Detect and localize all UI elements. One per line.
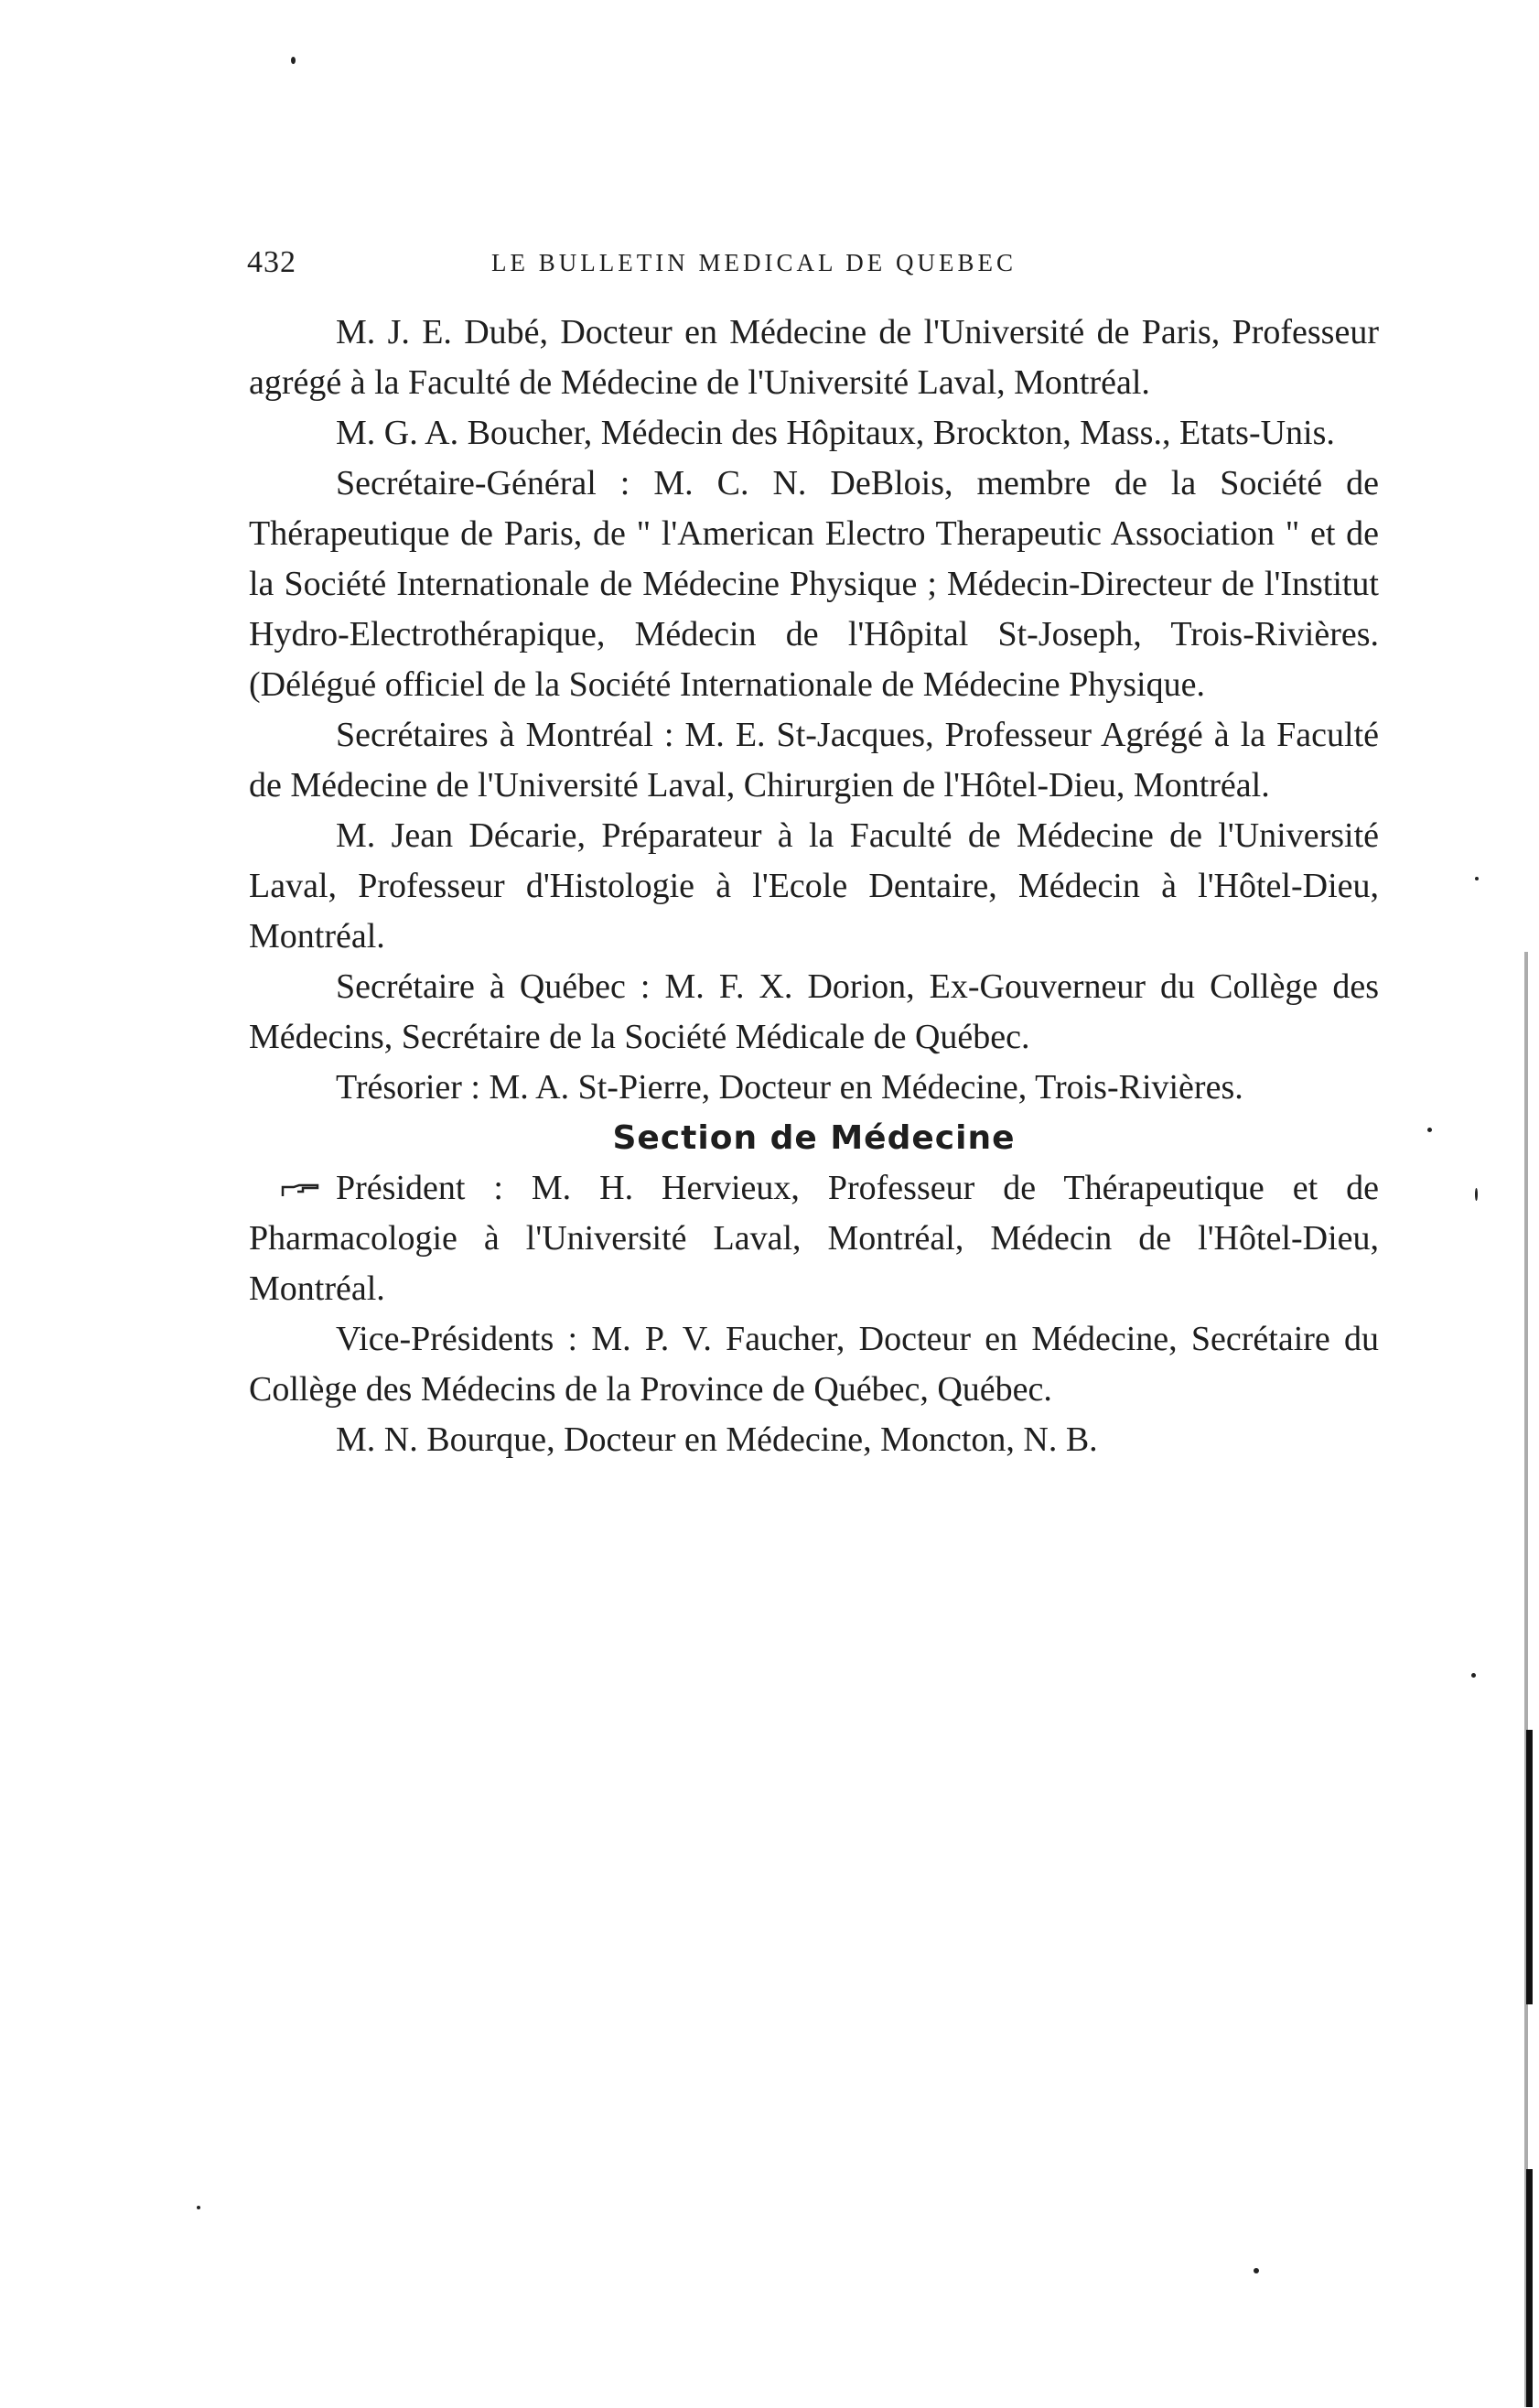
paragraph-secretaires-montreal: Secrétaires à Montréal : M. E. St-Jacques, Professeur Agrégé à la Faculté de Médecine de l'Université Laval, Chirurgien de l'Hôtel-Dieu, Montréal. — [249, 716, 1379, 804]
pointing-hand-icon — [281, 1183, 319, 1198]
scan-speck — [1427, 1128, 1432, 1132]
scan-speck — [291, 57, 296, 64]
paragraph-decarie: M. Jean Décarie, Préparateur à la Faculté de Médecine de l'Université Laval, Professeur d'Histologie à l'Ecole Dentaire, Médecin à l'Hôtel-Dieu, Montréal. — [249, 816, 1379, 956]
section-heading: Section de Médecine — [612, 1119, 1016, 1157]
paragraph-boucher: M. G. A. Boucher, Médecin des Hôpitaux, Brockton, Mass., Etats-Unis. — [336, 414, 1335, 452]
page-body — [249, 308, 1379, 1465]
paragraph-secretaire-quebec: Secrétaire à Québec : M. F. X. Dorion, Ex-Gouverneur du Collège des Médecins, Secrétaire de la Société Médicale de Québec. — [249, 967, 1379, 1056]
scan-speck — [197, 2206, 200, 2209]
scan-edge-line — [1526, 2169, 1533, 2407]
paragraph-secretaire-general: Secrétaire-Général : M. C. N. DeBlois, membre de la Société de Thérapeutique de Paris, de " l'American Electro Therapeutic Association " et de la Société Internationale de Médecine Physique ; Médecin-Directeur de l'Institut Hydro-Electrothérapique, Médecin de l'Hôpital St-Joseph, Trois-Rivières. (Délégué officiel de la Société Internationale de Médecine Physique. — [249, 464, 1379, 704]
paragraph-bourque: M. N. Bourque, Docteur en Médecine, Moncton, N. B. — [336, 1420, 1098, 1459]
scan-speck — [1254, 2268, 1259, 2273]
paragraph-vice-presidents: Vice-Présidents : M. P. V. Faucher, Docteur en Médecine, Secrétaire du Collège des Médecins de la Province de Québec, Québec. — [249, 1320, 1379, 1409]
running-title: LE BULLETIN MEDICAL DE QUEBEC — [491, 249, 1017, 276]
paragraph-dube: M. J. E. Dubé, Docteur en Médecine de l'Université de Paris, Professeur agrégé à la Faculté de Médecine de l'Université Laval, Montréal. — [249, 313, 1379, 402]
paragraph-tresorier: Trésorier : M. A. St-Pierre, Docteur en Médecine, Trois-Rivières. — [336, 1068, 1243, 1107]
scan-edge-line — [1526, 1730, 1533, 2004]
paragraph-president — [249, 1163, 1379, 1314]
president-text: Président : M. H. Hervieux, Professeur de Thérapeutique et de Pharmacologie à l'Université Laval, Montréal, Médecin de l'Hôtel-Dieu, Montréal. — [249, 1169, 1379, 1308]
scan-speck — [1471, 1673, 1476, 1678]
scan-speck — [1475, 1188, 1478, 1201]
scan-speck — [1475, 877, 1479, 880]
page-header — [247, 245, 1114, 282]
page-number: 432 — [247, 245, 296, 279]
